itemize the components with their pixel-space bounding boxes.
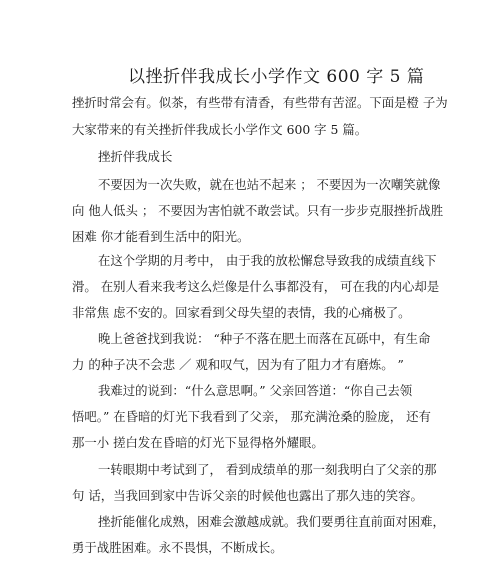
text-line: 一转眼期中考试到了， 看到成绩单的那一刻我明白了父亲的那	[98, 462, 437, 477]
text-line: 挫折时常会有。似茶，有些带有清香，有些带有苦涩。下面是橙 子为	[72, 95, 448, 110]
text-line: 悟吧。” 在昏暗的灯光下我看到了父亲， 那充满沧桑的脸庞， 还有	[72, 409, 431, 424]
text-line: 我难过的说到：“什么意思啊。” 父亲回答道：“你自己去领	[98, 383, 413, 398]
text-line: 晚上爸爸找到我说： “种子不落在肥土而落在瓦砾中，有生命	[98, 331, 431, 346]
text-line: 困难 你才能看到生活中的阳光。	[72, 229, 250, 244]
text-line: 在这个学期的月考中， 由于我的放松懈怠导致我的成绩直线下	[98, 253, 437, 268]
text-line: 向 他人低头 ； 不要因为害怕就不敢尝试。只有一步步克服挫折战胜	[72, 203, 444, 218]
text-line: 力 的种子决不会悲 ／ 观和叹气，因为有了阻力才有磨炼。 ”	[72, 357, 404, 372]
text-line: 句 话，当我回到家中告诉父亲的时候他也露出了那久违的笑容。	[72, 488, 423, 503]
text-line: 不要因为一次失败，就在也站不起来 ； 不要因为一次嘲笑就像	[98, 177, 441, 192]
text-line: 大家带来的有关挫折伴我成长小学作文 600 字 5 篇。	[72, 122, 368, 137]
page-title: 以挫折伴我成长小学作文 600 字 5 篇	[128, 67, 425, 87]
text-line: 勇于战胜困难。永不畏惧，不断成长。	[72, 540, 283, 555]
text-line: 挫折能催化成熟，困难会激越成就。我们要勇往直前面对困难，	[98, 514, 445, 529]
text-line: 非常焦 虑不安的。回家看到父母失望的表情，我的心痛极了。	[72, 305, 411, 320]
text-line: 那一小 搓白发在昏暗的灯光下显得格外耀眼。	[72, 435, 324, 450]
section-heading: 挫折伴我成长	[98, 149, 173, 164]
text-line: 滑。 在别人看来我考这么烂像是什么事都没有， 可在我的内心却是	[72, 279, 440, 294]
